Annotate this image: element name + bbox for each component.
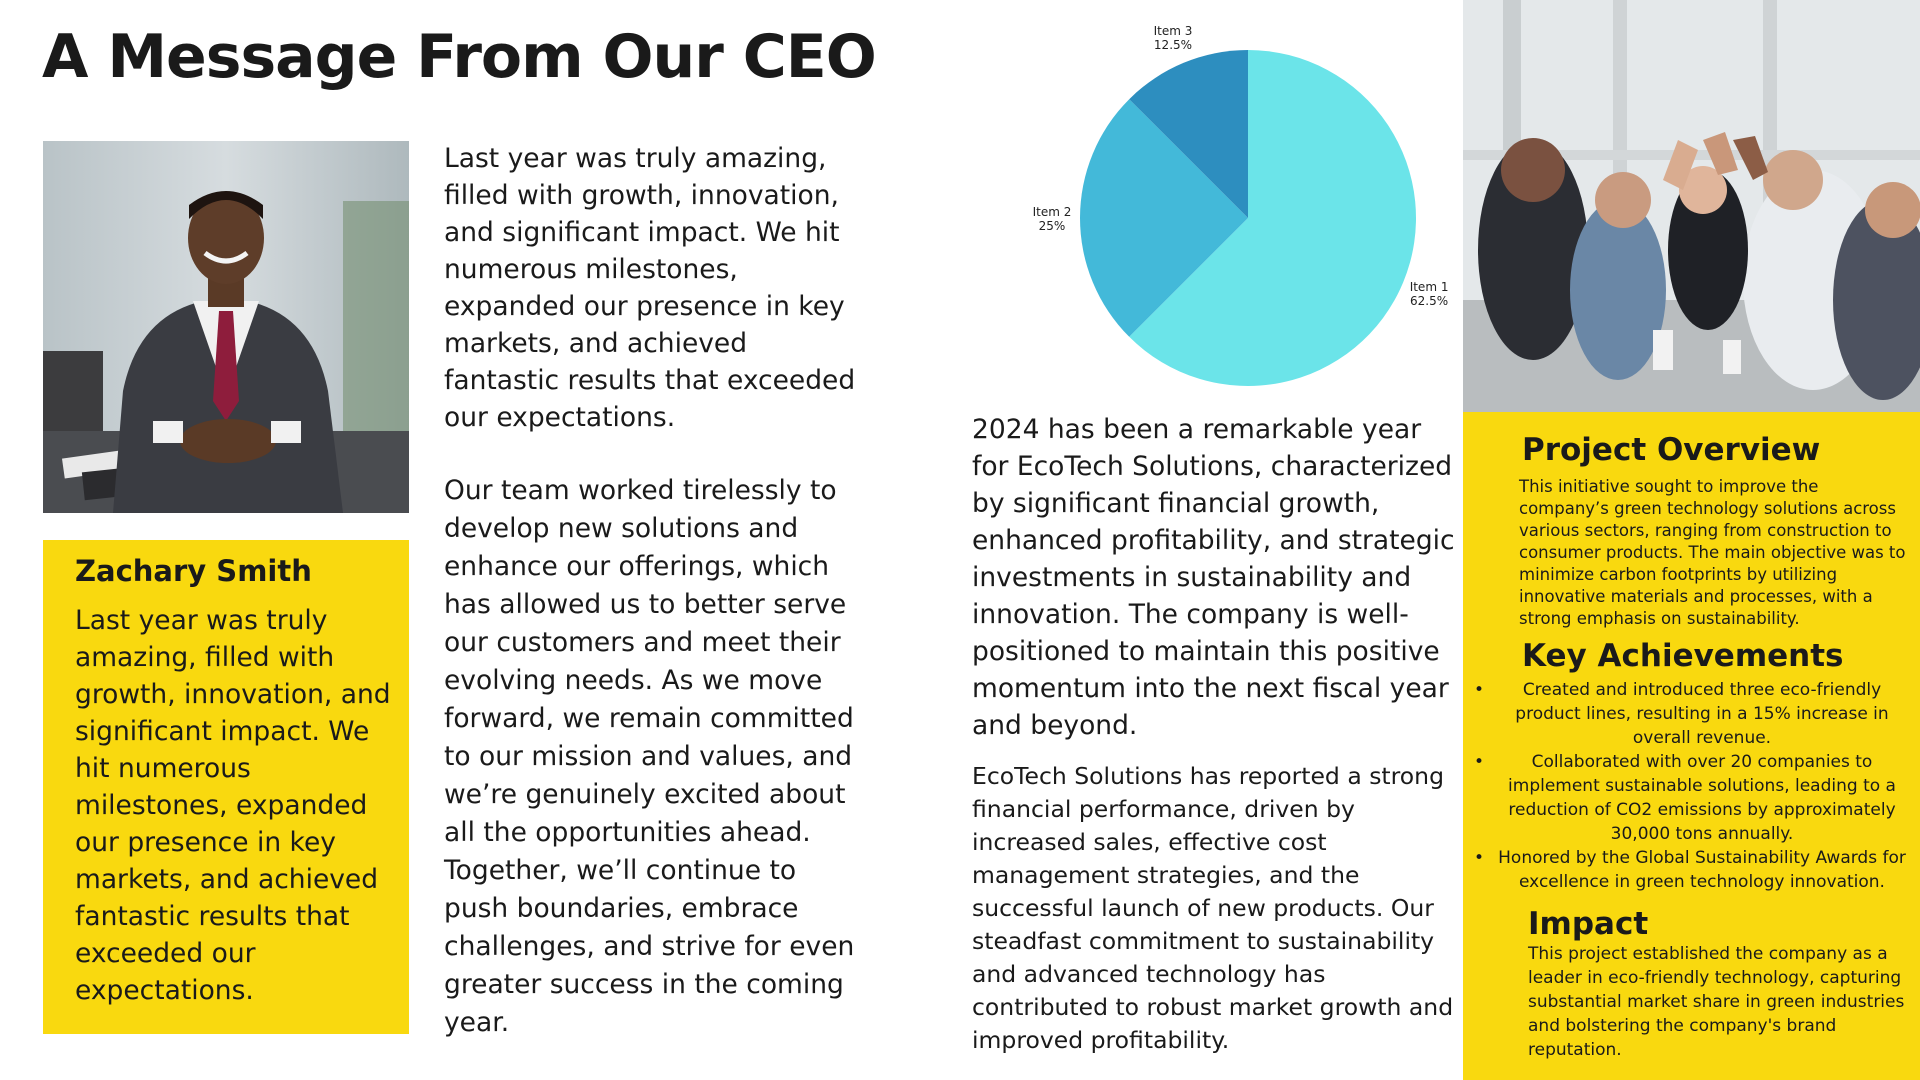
page-title: A Message From Our CEO: [42, 22, 876, 92]
project-overview-heading: Project Overview: [1522, 432, 1821, 468]
pie-value-label-3: 12.5%: [1153, 37, 1193, 52]
ceo-summary: Last year was truly amazing, filled with growth, innovation, and significant impact. We hit numerous milestones, expanded our presence in key markets, and achieved fantastic results that exceeded our expectations.: [75, 605, 391, 1006]
letter-paragraph-2: Our team worked tirelessly to develop new solutions and enhance our offerings, which has allowed us to better serve our customers and meet their evolving needs. As we move forward, we remain committed to our mission and values, and we’re genuinely excited about all the opportunities ahead. Together, we’ll continue to push boundaries, embrace challenges, and strive for even greater success in the coming year.: [444, 475, 855, 1038]
team-photo: [1463, 0, 1920, 412]
letter-paragraph-1: Last year was truly amazing, filled with growth, innovation, and significant impact. We hit numerous milestones, expanded our presence in key markets, and achieved fantastic results that exceeded our expectations.: [444, 143, 856, 433]
ceo-name-card: [43, 540, 409, 1034]
pie-label-1: Item 1: [1409, 280, 1449, 295]
pie-chart: [1020, 20, 1480, 400]
pie-chart-svg: [1020, 20, 1480, 400]
achievement-text: Collaborated with over 20 companies to implement sustainable solutions, leading to a reduction of CO2 emissions by approximately 30,000 tons annually.: [1508, 752, 1896, 844]
achievement-text: Created and introduced three eco-friendly product lines, resulting in a 15% increase in overall revenue.: [1515, 680, 1889, 748]
ceo-name: Zachary Smith: [75, 554, 312, 588]
summary-paragraph-2: EcoTech Solutions has reported a strong financial performance, driven by increased sales, effective cost management strategies, and the successful launch of new products. Our steadfast commitment to sustainability and advanced technology has contributed to robust market growth and improved profitability.: [972, 762, 1454, 1054]
project-overview-text: This initiative sought to improve the company’s green technology solutions across various sectors, ranging from construction to consumer products. The main objective was to minimize carbon footprints by utilizing innovative materials and processes, with a strong emphasis on sustainability.: [1519, 477, 1906, 628]
list-item: [1468, 678, 1912, 750]
pie-label-3: Item 3: [1153, 23, 1193, 38]
list-item: [1468, 846, 1912, 894]
ceo-photo: [43, 141, 409, 513]
pie-value-label-2: 25%: [1038, 219, 1066, 233]
pie-value-label-1: 62.5%: [1410, 294, 1449, 309]
summary-paragraph-1: 2024 has been a remarkable year for EcoTech Solutions, characterized by significant financial growth, enhanced profitability, and strategic investments in sustainability and innovation. The company is well-positioned to maintain this positive momentum into the next fiscal year and beyond.: [972, 414, 1455, 741]
bullet-icon: •: [1474, 680, 1485, 700]
key-achievements-heading: Key Achievements: [1522, 638, 1844, 674]
impact-heading: Impact: [1528, 906, 1649, 942]
key-achievements-list: [1468, 678, 1912, 894]
list-item: [1468, 750, 1912, 846]
impact-text: This project established the company as a leader in eco-friendly technology, capturing substantial market share in green industries and bolstering the company's brand reputation.: [1528, 944, 1905, 1060]
achievement-text: Honored by the Global Sustainability Awards for excellence in green technology innovation.: [1498, 848, 1906, 892]
bullet-icon: •: [1474, 752, 1485, 772]
pie-label-2: Item 2: [1032, 205, 1072, 219]
bullet-icon: •: [1474, 848, 1485, 868]
